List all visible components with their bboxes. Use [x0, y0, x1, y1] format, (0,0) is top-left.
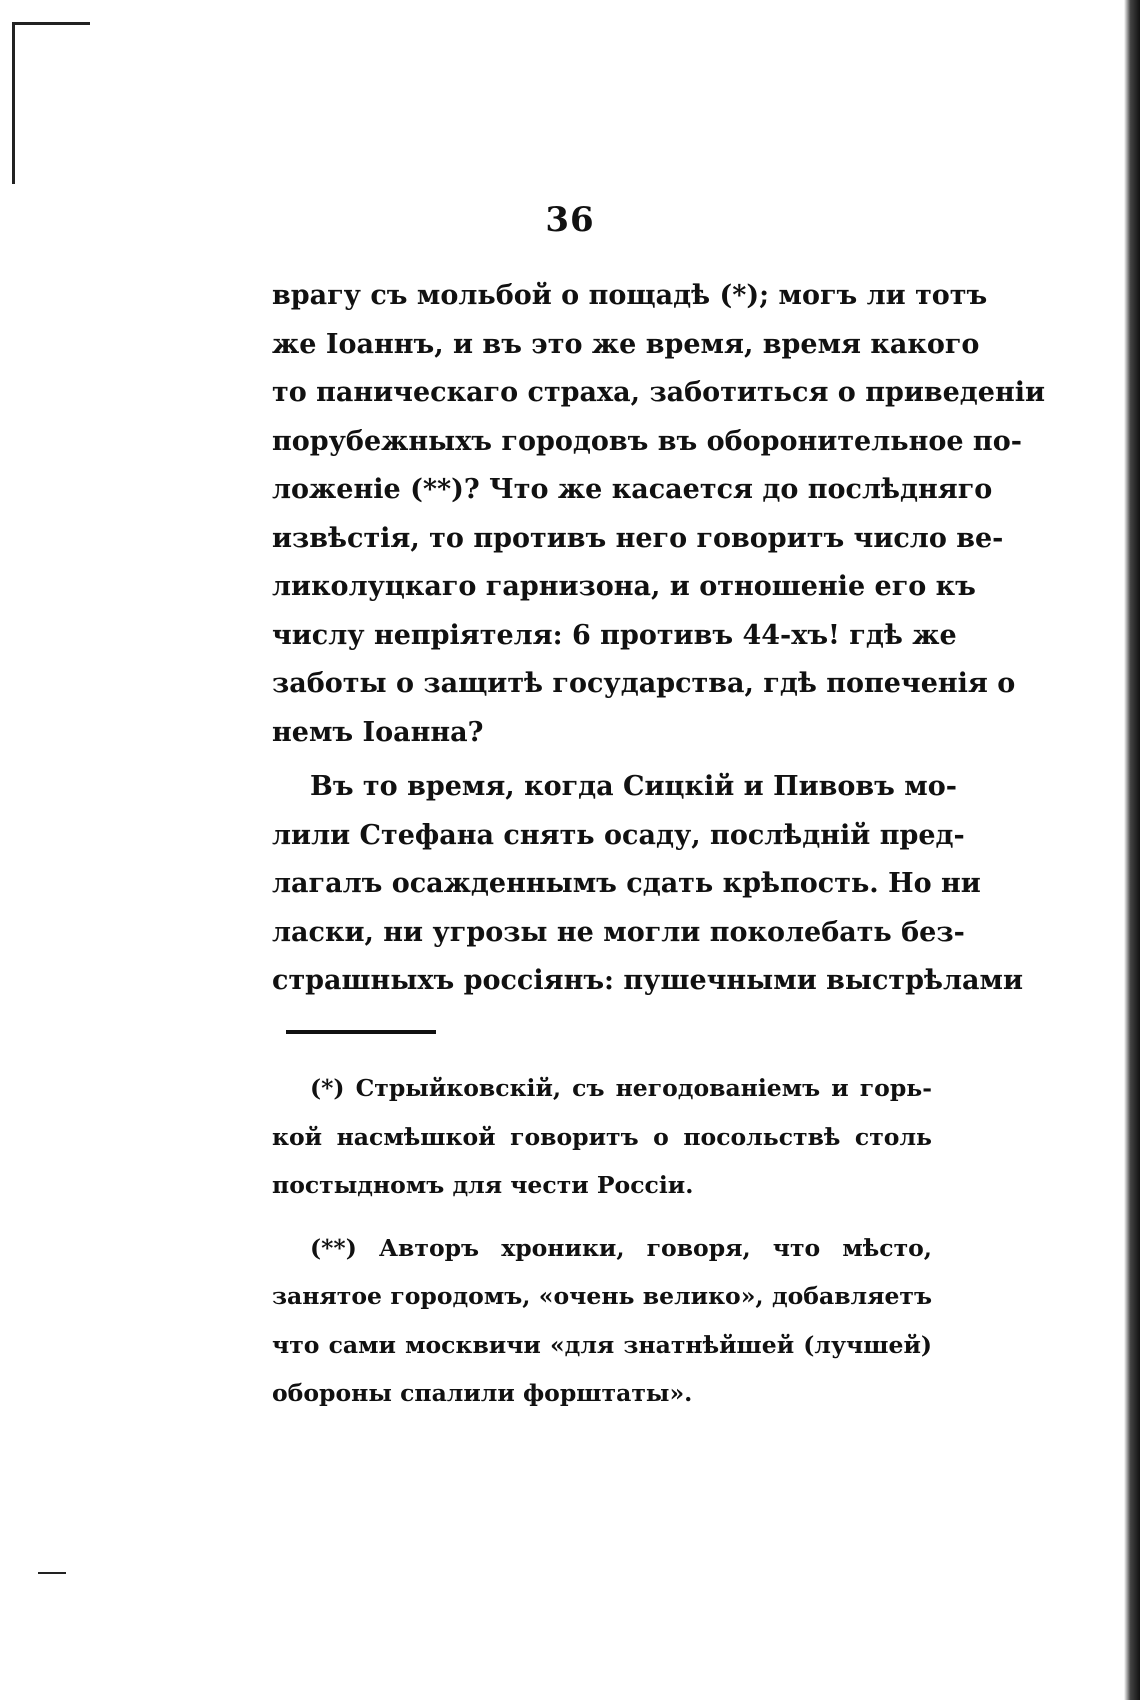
- footnote-separator: [286, 1030, 436, 1034]
- footnote-line: обороны спалили форштаты».: [272, 1379, 693, 1407]
- text-line: извѣстія, то противъ него говоритъ число ве-: [272, 522, 1004, 554]
- footnote-line: постыдномъ для чести Россіи.: [272, 1171, 694, 1199]
- footnote-line: что сами москвичи «для знатнѣйшей (лучшей): [272, 1330, 932, 1359]
- footnote-line: занятое городомъ, «очень велико», добавляетъ: [272, 1282, 932, 1310]
- text-line: же Іоаннъ, и въ это же время, время какого: [272, 328, 980, 360]
- text-line: страшныхъ россіянъ: пушечными выстрѣлами: [272, 965, 1023, 996]
- body-text: [272, 272, 1046, 1006]
- text-line: ласки, ни угрозы не могли поколебать без-: [272, 916, 965, 948]
- page-number: 36: [545, 200, 595, 240]
- footnote-line: (*) Стрыйковскій, съ негодованіемъ и горь-: [310, 1074, 932, 1102]
- text-line: то паническаго страха, заботиться о приведеніи: [272, 377, 1046, 408]
- text-line: числу непріятеля: 6 противъ 44-хъ! гдѣ же: [272, 619, 957, 651]
- footnotes: [272, 1068, 932, 1422]
- footnote-1: [272, 1068, 932, 1214]
- text-line: заботы о защитѣ государства, гдѣ попеченія о: [272, 668, 1016, 699]
- footnote-2: [272, 1228, 932, 1422]
- text-line: лили Стефана снять осаду, послѣдній пред-: [272, 819, 965, 851]
- text-line: лагалъ осажденнымъ сдать крѣпость. Но ни: [272, 868, 981, 899]
- text-line: врагу съ мольбой о пощадѣ (*); могъ ли тотъ: [272, 280, 988, 311]
- text-line: порубежныхъ городовъ въ оборонительное по-: [272, 425, 1022, 457]
- scan-corner-mark: [38, 1572, 66, 1574]
- scan-page-edge: [1124, 0, 1140, 1700]
- footnote-line: (**) Авторъ хроники, говоря, что мѣсто,: [310, 1233, 932, 1262]
- footnote-line: кой насмѣшкой говоритъ о посольствѣ столь: [272, 1122, 932, 1151]
- text-line: Въ то время, когда Сицкій и Пивовъ мо-: [310, 771, 957, 802]
- text-line: ложеніе (**)? Что же касается до послѣдняго: [272, 474, 993, 505]
- text-line: немъ Іоанна?: [272, 716, 484, 748]
- scan-corner-mark: [12, 22, 90, 25]
- text-line: ликолуцкаго гарнизона, и отношеніе его къ: [272, 571, 976, 602]
- scan-corner-mark: [12, 24, 15, 184]
